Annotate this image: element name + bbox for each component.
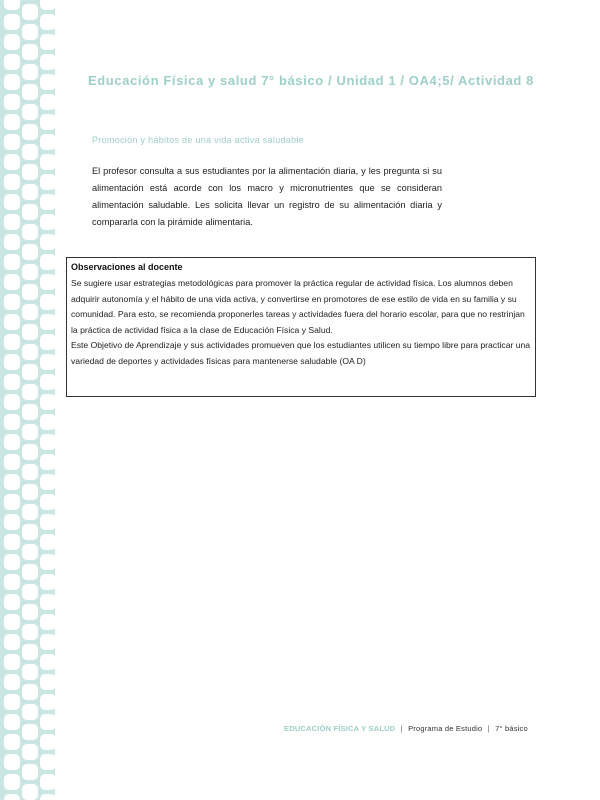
decorative-tile [22,604,38,620]
decorative-tile [4,74,20,90]
decorative-tile [40,654,55,670]
decorative-tile [40,554,55,570]
decorative-tile [40,254,55,270]
decorative-tile [40,274,55,290]
decorative-tile [22,624,38,640]
decorative-tile [4,454,20,470]
decorative-tile [40,94,55,110]
decorative-tile [4,754,20,770]
decorative-tile [40,674,55,690]
decorative-tile [40,234,55,250]
decorative-tile [22,764,38,780]
decorative-tile [22,204,38,220]
decorative-tile [4,574,20,590]
decorative-tile [40,734,55,750]
decorative-tile [40,0,55,10]
decorative-tile [22,44,38,60]
decorative-tile [22,444,38,460]
decorative-tile [40,434,55,450]
decorative-tile [22,524,38,540]
decorative-tile [22,244,38,260]
decorative-tile [40,294,55,310]
decorative-tile [22,24,38,40]
decorative-tile [4,14,20,30]
decorative-tile [22,584,38,600]
decorative-tile [4,334,20,350]
decorative-tile [22,704,38,720]
decorative-tile [22,484,38,500]
decorative-tile [4,654,20,670]
decorative-tile [4,34,20,50]
decorative-tile [4,254,20,270]
decorative-tile [4,154,20,170]
decorative-tile [40,174,55,190]
decorative-tile [40,754,55,770]
page-header-title: Educación Física y salud 7° básico / Unidad 1 / OA4;5/ Actividad 8 [88,73,534,88]
footer-grade: 7° básico [495,724,528,733]
footer-separator: | [487,724,490,733]
decorative-tile [4,0,20,10]
decorative-tile [22,304,38,320]
decorative-tile [40,414,55,430]
decorative-tile [22,4,38,20]
decorative-tile [4,714,20,730]
decorative-tile [40,714,55,730]
decorative-tile [40,634,55,650]
decorative-tile [4,94,20,110]
decorative-side-strip [0,0,55,800]
decorative-tile [4,194,20,210]
decorative-tile [4,514,20,530]
decorative-tile [22,184,38,200]
decorative-tile [4,374,20,390]
decorative-tile [22,644,38,660]
decorative-tile [40,774,55,790]
page-footer [284,724,528,733]
decorative-tile [22,84,38,100]
decorative-tile [22,784,38,800]
decorative-tile [4,774,20,790]
decorative-tile [22,144,38,160]
decorative-tile [22,104,38,120]
decorative-tile [22,564,38,580]
decorative-tile [22,164,38,180]
decorative-tile [40,314,55,330]
decorative-tile [40,114,55,130]
decorative-tile [4,434,20,450]
decorative-tile [4,114,20,130]
decorative-tile [22,124,38,140]
activity-description: El profesor consulta a sus estudiantes por la alimentación diaria, y les pregunta si su alimentación está acorde con los macro y micronutrientes que se consideran alimentación saludable. Les solicita llevar un registro de su alimentación diaria y compararla con la pirámide alimentaria. [92,166,442,227]
decorative-tile [40,474,55,490]
decorative-tile [22,684,38,700]
decorative-tile [4,274,20,290]
decorative-tile [40,154,55,170]
decorative-tile [40,134,55,150]
decorative-tile [4,534,20,550]
decorative-tile [4,134,20,150]
decorative-tile [22,724,38,740]
decorative-tile [22,464,38,480]
decorative-tile [40,574,55,590]
decorative-tile [22,224,38,240]
decorative-tile [40,334,55,350]
decorative-tile [40,194,55,210]
decorative-tile [4,494,20,510]
decorative-tile [4,354,20,370]
decorative-tile [40,514,55,530]
decorative-tile [4,414,20,430]
decorative-tile [4,314,20,330]
decorative-tile [40,74,55,90]
activity-section-title: Promoción y hábitos de una vida activa saludable [92,135,305,145]
decorative-tile [4,474,20,490]
decorative-tile [4,674,20,690]
decorative-tile [40,614,55,630]
decorative-tile [22,504,38,520]
decorative-tile [40,694,55,710]
decorative-tile [40,354,55,370]
decorative-tile [22,344,38,360]
decorative-tile [4,294,20,310]
decorative-tile [40,794,55,800]
observations-paragraph-1: Se sugiere usar estrategias metodológicas para promover la práctica regular de actividad física. Los alumnos deben adquirir autonomía y el hábito de una vida activa, y convertirse en promotores de ese estilo de vida en su familia y su comunidad. Para esto, se recomienda proponerles tareas y actividades fuera del horario escolar, para que no restrinjan la práctica de actividad física a la clase de Educación Física y Salud. [71,278,525,335]
decorative-tile [22,324,38,340]
footer-program: Programa de Estudio [408,724,483,733]
footer-subject: EDUCACIÓN FÍSICA Y SALUD [284,724,396,733]
decorative-tile [4,54,20,70]
decorative-tile [40,54,55,70]
observations-heading: Observaciones al docente [71,262,183,272]
decorative-tile [4,554,20,570]
decorative-tile [4,614,20,630]
decorative-tile [4,214,20,230]
decorative-tile [40,594,55,610]
teacher-observations-box [66,257,536,397]
decorative-tile [4,694,20,710]
decorative-tile [4,734,20,750]
decorative-tile [4,234,20,250]
decorative-tile [4,634,20,650]
observations-paragraph-2: Este Objetivo de Aprendizaje y sus actividades promueven que los estudiantes utilicen su tiempo libre para practicar una variedad de deportes y actividades físicas para mantenerse saludable (OA D) [71,340,531,366]
decorative-tile [40,214,55,230]
decorative-tile [22,744,38,760]
decorative-tile [22,384,38,400]
decorative-tile [22,64,38,80]
decorative-tile [22,404,38,420]
decorative-tile [40,374,55,390]
decorative-tile [22,424,38,440]
decorative-tile [22,264,38,280]
decorative-tile [40,14,55,30]
decorative-tile [22,364,38,380]
decorative-tile [4,794,20,800]
decorative-tile [22,544,38,560]
decorative-tile [22,284,38,300]
decorative-tile [40,394,55,410]
decorative-tile [40,494,55,510]
decorative-tile [40,34,55,50]
footer-separator: | [400,724,403,733]
decorative-tile [22,664,38,680]
decorative-tile [40,454,55,470]
decorative-tile [4,174,20,190]
decorative-tile [4,594,20,610]
decorative-tile [4,394,20,410]
decorative-tile [40,534,55,550]
